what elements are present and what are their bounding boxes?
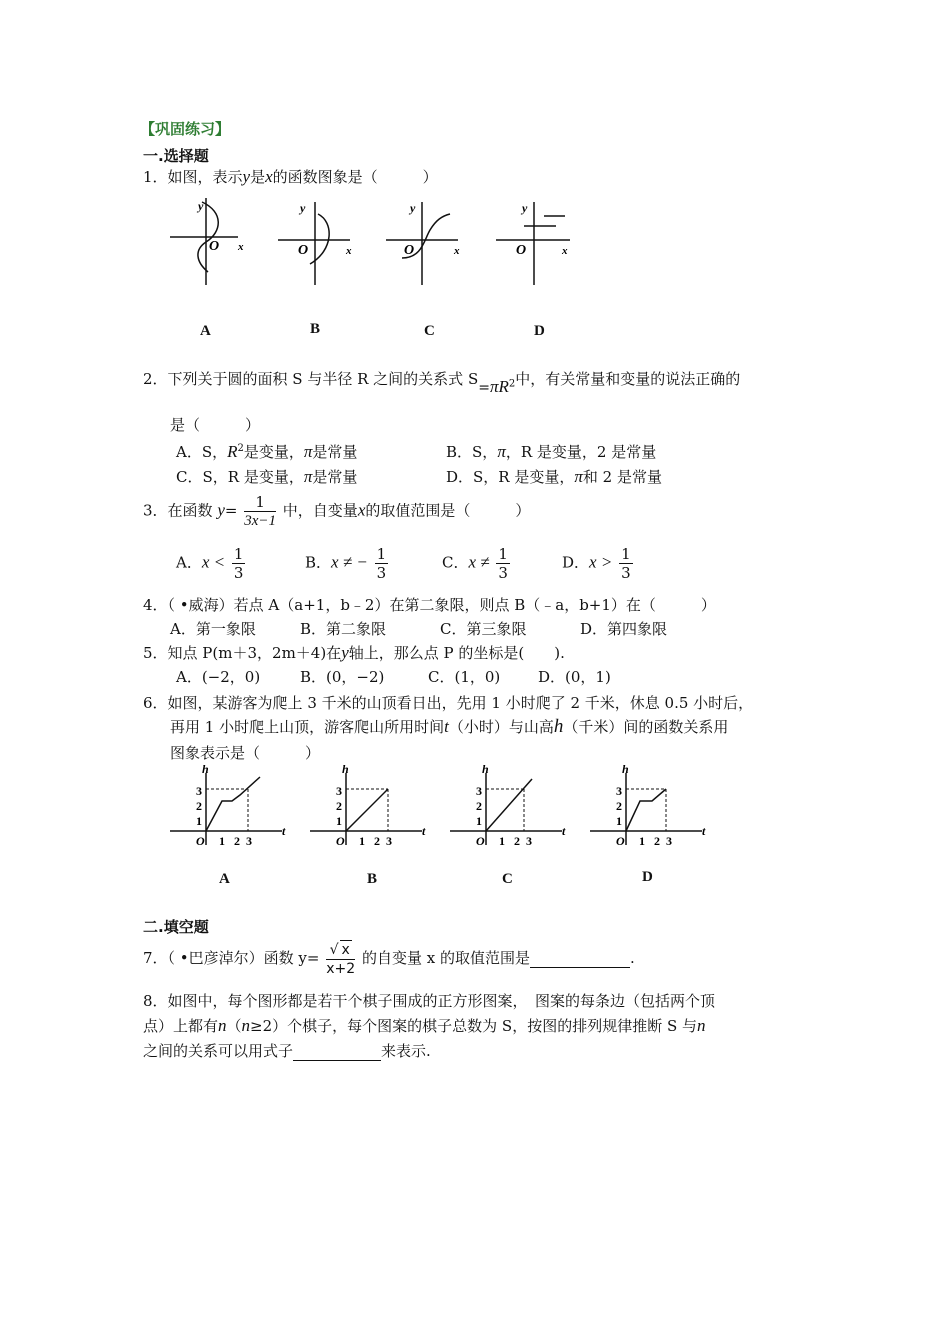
q2-option-a: A．S，$R^2$是变量，π是常量 <box>176 442 358 461</box>
svg-text:2: 2 <box>654 834 660 848</box>
graph-c-y-label: y <box>410 201 416 215</box>
svg-text:2: 2 <box>616 799 622 813</box>
q6-line2: 再用 1 小时爬上山顶，游客爬山所用时间t（小时）与山高h（千米）间的函数关系用 <box>170 716 729 737</box>
q3-option-b: B．x ≠ − $\frac{1}{3}$ <box>305 545 387 582</box>
q6-label-a: A <box>219 871 230 887</box>
svg-text:t: t <box>422 824 426 838</box>
graph-a-x-label: x <box>238 241 244 253</box>
q6-graph-b <box>310 773 422 845</box>
q6-line3: 图象表示是（ ） <box>170 744 321 762</box>
q4-text: 4．（ •威海）若点 A（a+1，b﹣2）在第二象限，则点 B（﹣a，b+1）在（ ） <box>143 596 716 614</box>
svg-text:3: 3 <box>616 784 622 798</box>
graph-c-x-label: x <box>454 245 460 257</box>
q6-label-b: B <box>367 871 378 887</box>
svg-text:3: 3 <box>196 784 202 798</box>
svg-text:O: O <box>196 834 205 848</box>
q4-option-b: B．第二象限 <box>300 620 387 638</box>
q7-text: 7．（ •巴彦淖尔）函数 y= $\frac{√ x}{x+2}$ 的自变量 x 的取值范围是 . <box>143 942 635 977</box>
svg-text:t: t <box>562 824 566 838</box>
q3-fraction: $\frac{1}{3x-1}$ <box>244 493 277 529</box>
svg-text:2: 2 <box>196 799 202 813</box>
q5-option-b: B．(0，−2) <box>300 668 385 686</box>
graph-c-origin: O <box>404 243 415 258</box>
q3-option-c: C．x ≠ $\frac{1}{3}$ <box>442 545 508 582</box>
svg-text:1: 1 <box>499 834 505 848</box>
q2-option-c: C．S，R 是变量，π是常量 <box>176 467 358 486</box>
q1-text: 1．如图，表示y是x的函数图象是（ ） <box>143 167 438 186</box>
graph-d-y-label: y <box>522 201 528 215</box>
svg-text:3: 3 <box>336 784 342 798</box>
q6-line1: 6．如图，某游客为爬上 3 千米的山顶看日出，先用 1 小时爬了 2 千米，休息 0.5 小时后， <box>143 694 754 712</box>
q2-line1: 2．下列关于圆的面积 S 与半径 R 之间的关系式 $S=\pi R^2$中，有关常量和变量的说法正确的 <box>143 370 741 396</box>
part1-title: 一.选择题 <box>143 147 209 165</box>
svg-text:t: t <box>702 824 706 838</box>
graph-a-origin: O <box>209 239 220 254</box>
graph-d-origin: O <box>516 243 527 258</box>
graph-a <box>170 198 238 285</box>
graph-b-x-label: x <box>346 245 352 257</box>
svg-text:O: O <box>336 834 345 848</box>
svg-text:O: O <box>616 834 625 848</box>
section-title: 【巩固练习】 <box>140 120 231 138</box>
q1-label-d: D <box>534 323 545 339</box>
svg-text:O: O <box>476 834 485 848</box>
q8-line3: 之间的关系可以用式子 来表示. <box>143 1042 431 1060</box>
q4-option-d: D．第四象限 <box>580 620 668 638</box>
q6-label-d: D <box>642 869 653 885</box>
q2-line2: 是（ ） <box>170 416 261 434</box>
svg-text:2: 2 <box>234 834 240 848</box>
q3-option-d: D．x > $\frac{1}{3}$ <box>562 545 631 582</box>
q6-graph-c <box>450 773 562 845</box>
graph-b <box>278 202 350 285</box>
svg-text:1: 1 <box>219 834 225 848</box>
q5-option-d: D．(0，1) <box>538 668 611 686</box>
svg-text:1: 1 <box>336 814 342 828</box>
q8-answer-blank <box>293 1042 381 1061</box>
q1-label-a: A <box>200 323 211 339</box>
q1-label-b: B <box>310 321 321 337</box>
svg-text:2: 2 <box>476 799 482 813</box>
svg-text:h: h <box>482 765 489 776</box>
svg-text:t: t <box>282 824 286 838</box>
q1-label-c: C <box>424 323 435 339</box>
svg-text:h: h <box>342 765 349 776</box>
q6-graph-d <box>590 773 702 845</box>
svg-text:2: 2 <box>374 834 380 848</box>
svg-text:1: 1 <box>476 814 482 828</box>
q7-answer-blank <box>530 949 630 968</box>
q4-option-a: A．第一象限 <box>170 620 256 638</box>
q4-option-c: C．第三象限 <box>440 620 527 638</box>
graph-b-y-label: y <box>300 201 306 215</box>
graph-c <box>386 202 458 285</box>
svg-text:2: 2 <box>514 834 520 848</box>
graph-a-y-label: y <box>198 199 204 213</box>
q7-fraction: $\frac{√ x}{x+2}$ <box>326 942 356 977</box>
svg-text:3: 3 <box>666 834 672 848</box>
svg-text:3: 3 <box>386 834 392 848</box>
svg-text:h: h <box>622 765 629 776</box>
q3-option-a: A．x < $\frac{1}{3}$ <box>176 545 244 582</box>
q3-text: 3．在函数 y= $\frac{1}{3x-1}$ 中，自变量x的取值范围是（ ） <box>143 493 531 529</box>
q5-option-a: A．(−2，0) <box>176 668 261 686</box>
q6-graph-a <box>170 773 282 845</box>
q2-option-b: B．S，π，R 是变量，2 是常量 <box>446 442 657 461</box>
q5-option-c: C．(1，0) <box>428 668 501 686</box>
svg-text:3: 3 <box>476 784 482 798</box>
svg-text:2: 2 <box>336 799 342 813</box>
svg-text:1: 1 <box>616 814 622 828</box>
svg-text:1: 1 <box>359 834 365 848</box>
svg-text:1: 1 <box>196 814 202 828</box>
svg-text:3: 3 <box>526 834 532 848</box>
q6-graphs <box>160 765 720 865</box>
graph-b-origin: O <box>298 243 309 258</box>
q8-line2: 点）上都有n（n≥2）个棋子，每个图案的棋子总数为 S，按图的排列规律推断 S 与n <box>143 1016 706 1035</box>
q1-graphs <box>160 190 590 310</box>
svg-text:h: h <box>202 765 209 776</box>
q8-line1: 8．如图中，每个图形都是若干个棋子围成的正方形图案， 图案的每条边（包括两个顶 <box>143 992 716 1010</box>
part2-title: 二.填空题 <box>143 918 209 936</box>
q6-label-c: C <box>502 871 513 887</box>
q2-option-d: D．S，R 是变量，π和 2 是常量 <box>446 467 662 486</box>
graph-d-x-label: x <box>562 245 568 257</box>
graph-d <box>496 202 570 285</box>
svg-text:3: 3 <box>246 834 252 848</box>
q5-text: 5．知点 P(m＋3，2m＋4)在y轴上，那么点 P 的坐标是( ). <box>143 643 565 662</box>
svg-text:1: 1 <box>639 834 645 848</box>
